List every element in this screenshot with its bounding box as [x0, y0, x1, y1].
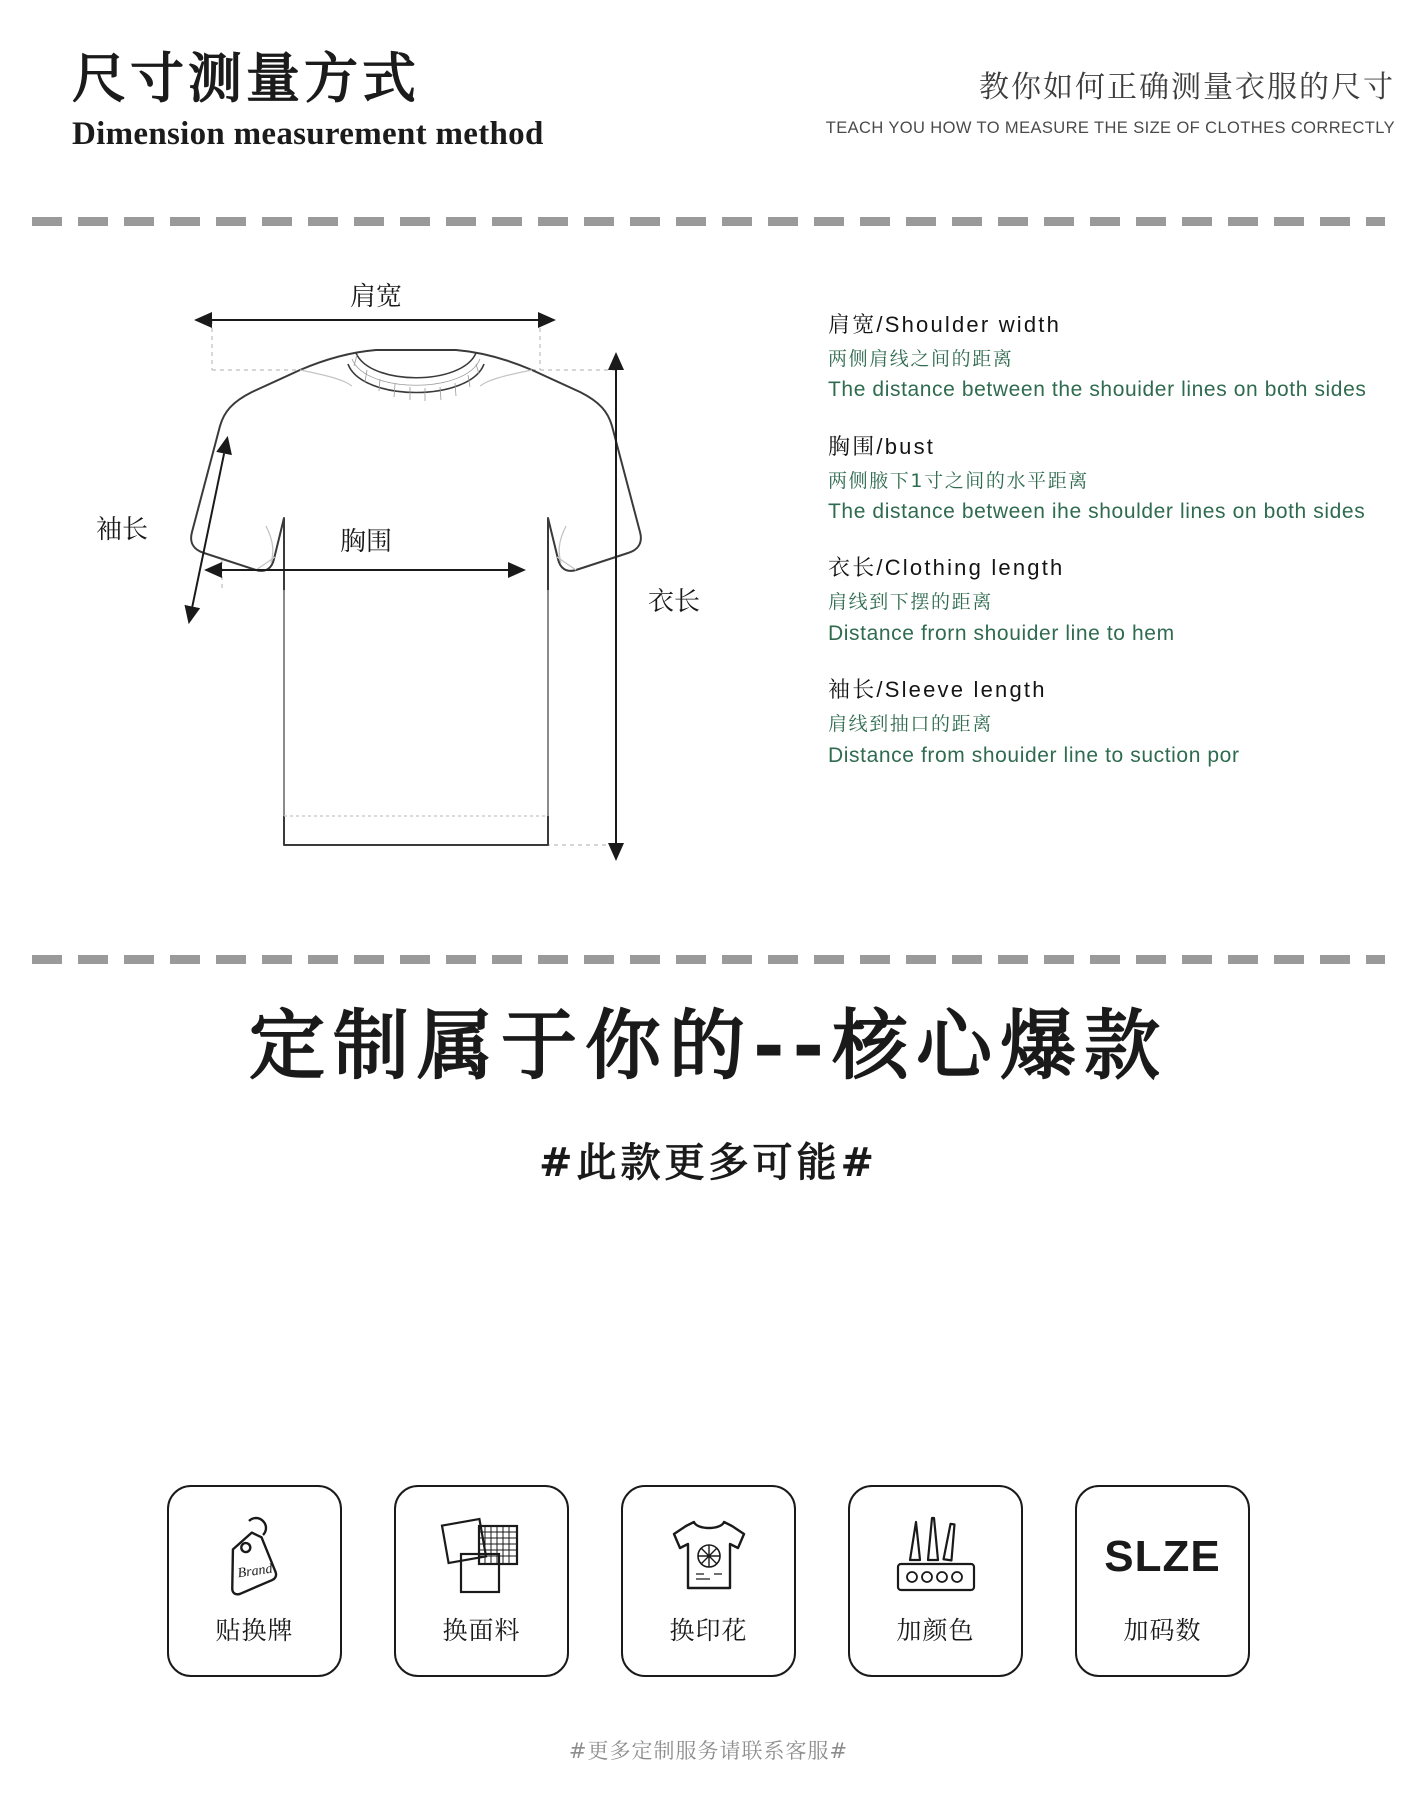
svg-text:Brand: Brand — [236, 1561, 273, 1582]
palette-icon — [890, 1511, 982, 1603]
legend-desc-en: The distance between ihe shoulder lines on both sides — [828, 500, 1366, 524]
tshirt-diagram — [60, 260, 800, 905]
card-label: 换印花 — [669, 1616, 748, 1645]
legend-item-shoulder — [828, 308, 1388, 404]
size-text-icon — [1104, 1511, 1220, 1603]
fabric-icon — [439, 1511, 525, 1603]
footer-note: #更多定制服务请联系客服# — [568, 1739, 849, 1763]
page-title-en: Dimension measurement method — [72, 116, 544, 153]
legend-desc-cn: 肩线到抽口的距离 — [828, 713, 993, 736]
legend-item-bust — [828, 430, 1388, 526]
legend-item-clothing-length — [828, 551, 1388, 647]
label-clothing-length: 衣长 — [647, 587, 701, 617]
card-label: 贴换牌 — [215, 1616, 294, 1645]
measurement-section — [0, 250, 1417, 940]
service-card-tag[interactable] — [167, 1485, 342, 1677]
legend-desc-en: Distance frorn shouider line to hem — [828, 621, 1175, 645]
legend-head: 衣长/Clothing length — [828, 555, 1065, 581]
service-card-fabric[interactable] — [394, 1485, 569, 1677]
subtitle-block — [826, 62, 1395, 138]
service-card-size[interactable] — [1075, 1485, 1250, 1677]
promo-title: 定制属于你的--核心爆款 — [248, 1001, 1169, 1090]
page-subtitle-cn: 教你如何正确测量衣服的尺寸 — [979, 70, 1395, 105]
size-text: SLZE — [1104, 1532, 1221, 1581]
service-card-list — [0, 1485, 1417, 1677]
label-sleeve-length: 袖长 — [95, 515, 149, 545]
promo-section — [0, 1000, 1417, 1188]
card-label: 换面料 — [442, 1616, 521, 1645]
divider-middle — [32, 955, 1385, 964]
card-label: 加码数 — [1123, 1616, 1202, 1645]
legend-desc-cn: 两侧腋下1寸之间的水平距离 — [828, 469, 1089, 492]
legend-head: 袖长/Sleeve length — [828, 677, 1047, 703]
legend-desc-en: The distance between the shouider lines on both sides — [828, 378, 1367, 402]
legend-desc-en: Distance from shouider line to suction por — [828, 743, 1240, 767]
divider-top — [32, 217, 1385, 226]
print-shirt-icon — [666, 1511, 752, 1603]
legend-desc-cn: 两侧肩线之间的距离 — [828, 348, 1014, 370]
legend-head: 胸围/bust — [828, 433, 936, 459]
tag-icon — [215, 1511, 295, 1603]
label-bust: 胸围 — [339, 527, 393, 557]
page-title-cn: 尺寸测量方式 — [72, 47, 420, 110]
page-subtitle-en: TEACH YOU HOW TO MEASURE THE SIZE OF CLOTHES CORRECTLY — [825, 119, 1395, 137]
service-card-color[interactable] — [848, 1485, 1023, 1677]
legend-desc-cn: 肩线到下摆的距离 — [828, 591, 993, 614]
legend-item-sleeve-length — [828, 673, 1388, 769]
promo-subtitle: #此款更多可能# — [538, 1140, 879, 1187]
title-block — [72, 48, 544, 153]
label-shoulder-width: 肩宽 — [349, 282, 403, 312]
page-header — [0, 0, 1417, 190]
card-label: 加颜色 — [896, 1616, 975, 1645]
legend-head: 肩宽/Shoulder width — [828, 312, 1062, 337]
measurement-legend — [828, 308, 1388, 795]
service-card-print[interactable] — [621, 1485, 796, 1677]
